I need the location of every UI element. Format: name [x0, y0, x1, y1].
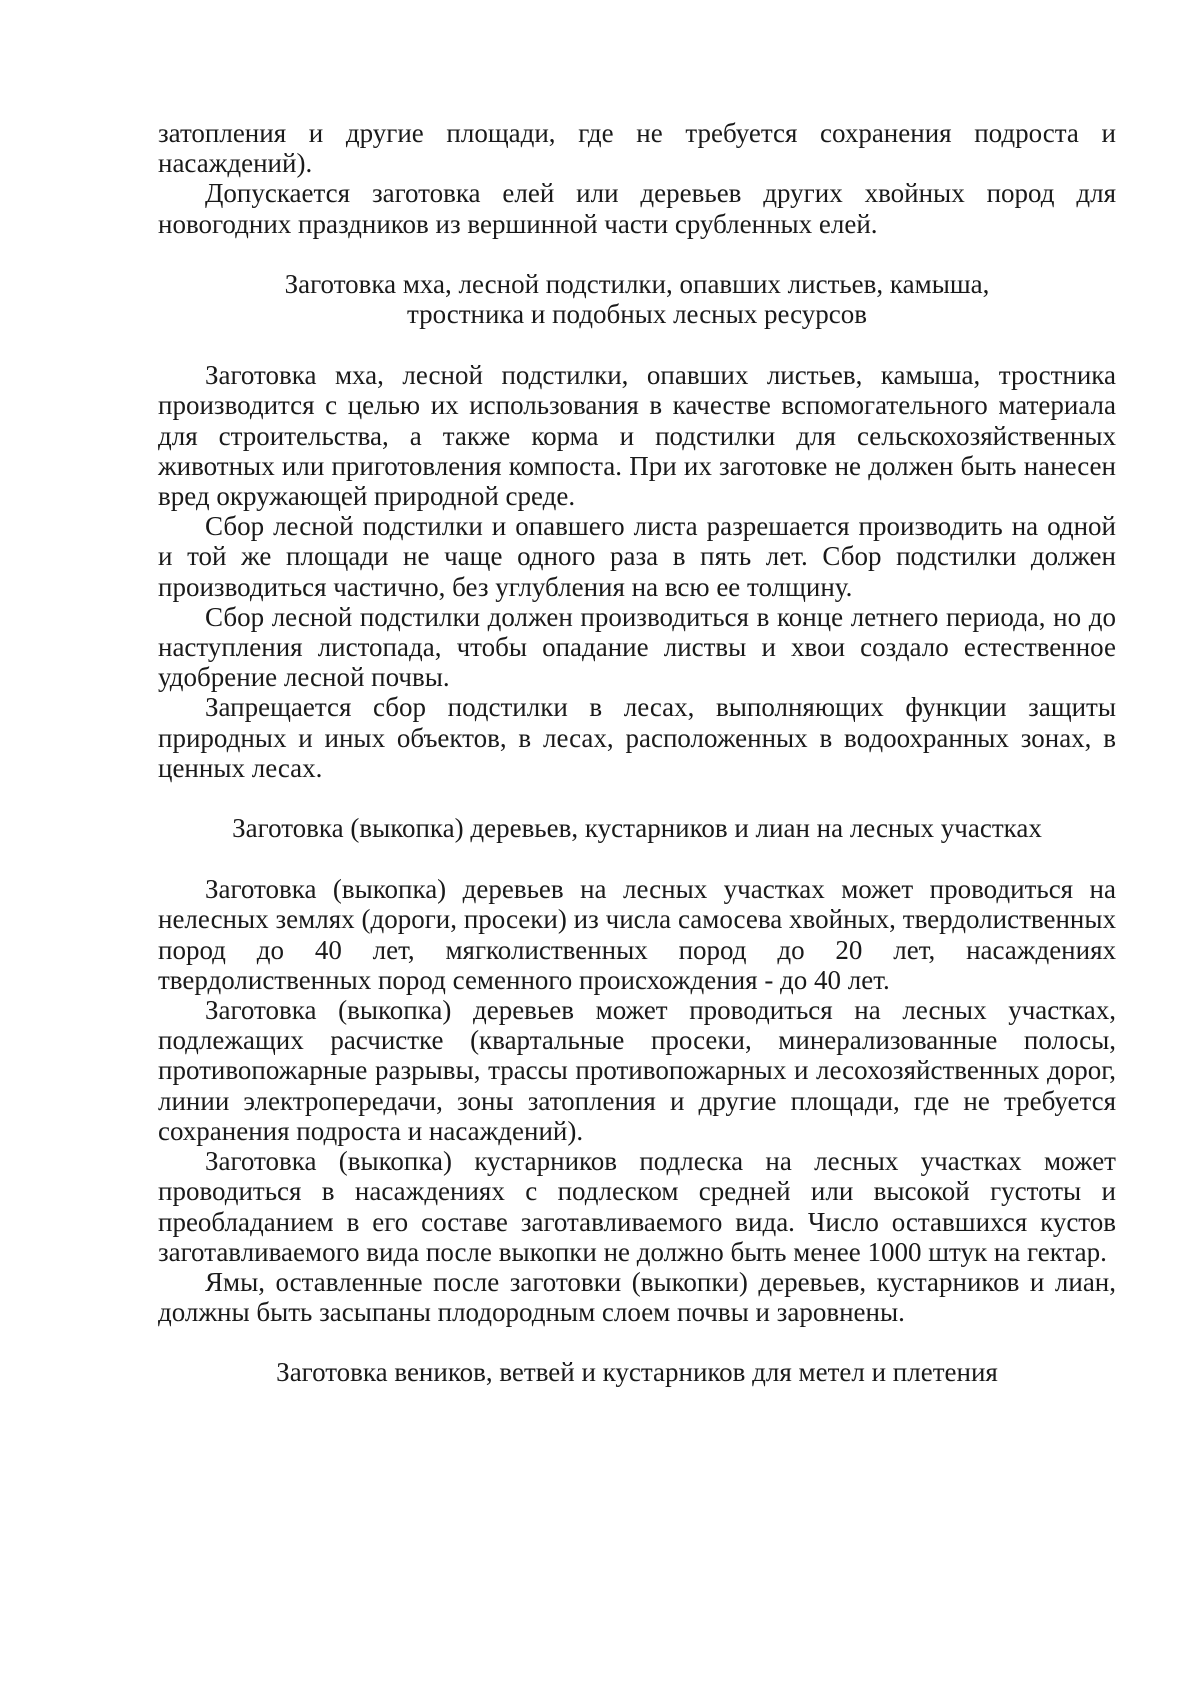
paragraph: Сбор лесной подстилки должен производиться в конце летнего периода, но до наступления листопада, чтобы опадание листвы и хвои создало естественное удобрение лесной почвы.	[158, 601, 1116, 693]
paragraph: затопления и другие площади, где не требуется сохранения подроста и насаждений).	[158, 118, 1116, 179]
section-heading-line: Заготовка веников, ветвей и кустарников для метел и плетения	[276, 1357, 998, 1388]
paragraph: Допускается заготовка елей или деревьев других хвойных пород для новогодних праздников из вершинной части срубленных елей.	[158, 178, 1116, 239]
paragraph: Заготовка (выкопка) деревьев может проводиться на лесных участках, подлежащих расчистке (квартальные просеки, минерализованные полосы, противопожарные разрывы, трассы противопожарных и лесохозяйственных дорог, линии электропередачи, зоны затопления и другие площади, где не требуется сохранения подроста и насаждений).	[158, 995, 1116, 1146]
paragraph: Ямы, оставленные после заготовки (выкопки) деревьев, кустарников и лиан, должны быть засыпаны плодородным слоем почвы и заровнены.	[158, 1266, 1116, 1328]
section-heading-line: Заготовка мха, лесной подстилки, опавших листьев, камыша,	[284, 268, 990, 299]
paragraph: Заготовка (выкопка) деревьев на лесных участках может проводиться на нелесных землях (дороги, просеки) из числа самосева хвойных, твердолиственных пород до 40 лет, мягколиственных пород до 20 лет, насаждениях твердолиственных пород семенного происхождения - до 40 лет.	[158, 874, 1116, 995]
section-heading	[158, 269, 1116, 329]
paragraph: Заготовка (выкопка) кустарников подлеска на лесных участках может проводиться в насаждениях с подлеском средней или высокой густоты и преобладанием в его составе заготавливаемого вида. Число оставшихся кустов заготавливаемого вида после выкопки не должно быть менее 1000 штук на гектар.	[158, 1146, 1116, 1267]
paragraph: Заготовка мха, лесной подстилки, опавших листьев, камыша, тростника производится с целью их использования в качестве вспомогательного материала для строительства, а также корма и подстилки для сельскохозяйственных животных или приготовления компоста. При их заготовке не должен быть нанесен вред окружающей природной среде.	[158, 360, 1116, 512]
paragraph: Запрещается сбор подстилки в лесах, выполняющих функции защиты природных и иных объектов, в лесах, расположенных в водоохранных зонах, в ценных лесах.	[158, 692, 1116, 783]
section-heading-line: Заготовка (выкопка) деревьев, кустарников и лиан на лесных участках	[232, 813, 1042, 844]
section-heading	[158, 1357, 1116, 1387]
section-heading	[158, 813, 1116, 843]
paragraph: Сбор лесной подстилки и опавшего листа разрешается производить на одной и той же площади не чаще одного раза в пять лет. Сбор подстилки должен производиться частично, без углубления на всю ее толщину.	[158, 511, 1116, 602]
section-heading-line: тростника и подобных лесных ресурсов	[406, 299, 868, 330]
